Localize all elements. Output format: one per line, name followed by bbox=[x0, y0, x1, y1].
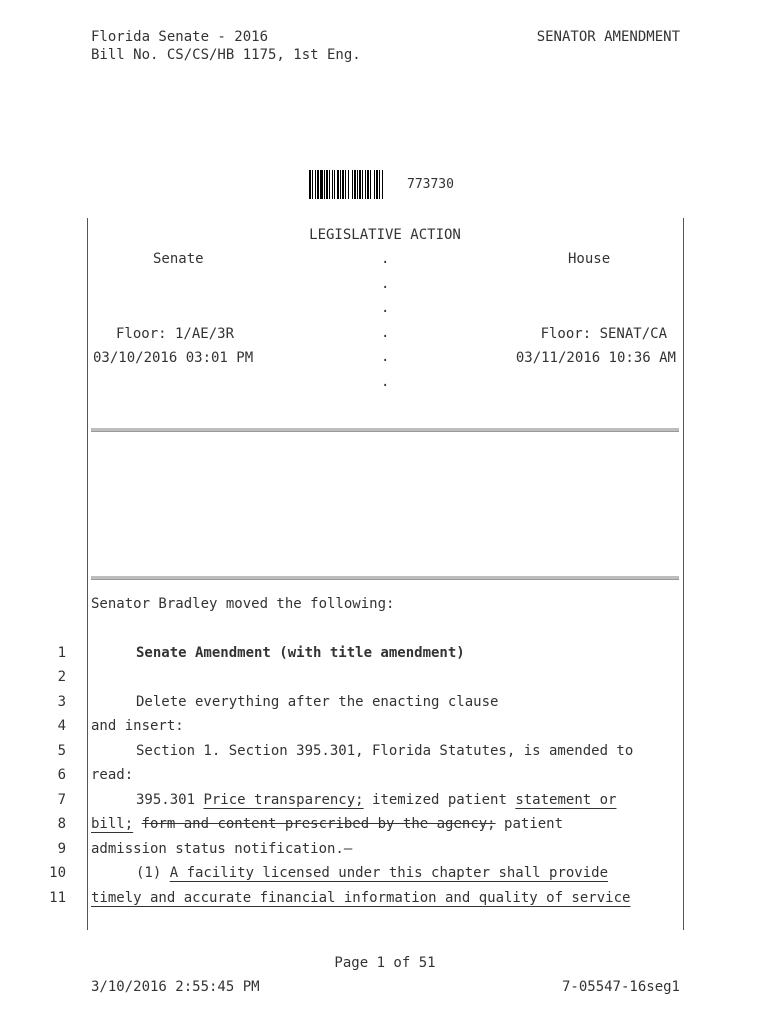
line-number: 1 bbox=[57, 645, 66, 661]
footer-timestamp: 3/10/2016 2:55:45 PM bbox=[91, 979, 260, 995]
senate-floor-status: Floor: 1/AE/3R bbox=[116, 326, 235, 342]
inserted-text: bill; bbox=[91, 816, 134, 832]
legislative-action-title: LEGISLATIVE ACTION bbox=[309, 227, 461, 243]
separator-dot: . bbox=[381, 349, 390, 365]
line-number: 11 bbox=[49, 890, 66, 906]
line-number: 7 bbox=[57, 792, 66, 808]
text-run: (1) bbox=[136, 865, 170, 881]
line-number: 8 bbox=[57, 816, 66, 832]
text-run bbox=[133, 816, 141, 832]
text-line: Delete everything after the enacting clause bbox=[136, 694, 499, 710]
footer-document-code: 7-05547-16seg1 bbox=[561, 979, 680, 995]
separator-dot: . bbox=[381, 374, 390, 390]
inserted-text: A facility licensed under this chapter shall provide bbox=[169, 865, 609, 881]
separator-dot: . bbox=[381, 325, 390, 341]
separator-dot: . bbox=[381, 276, 390, 292]
inserted-text: statement or bbox=[515, 792, 617, 808]
text-run: patient bbox=[495, 816, 564, 832]
text-run: 395.301 bbox=[136, 792, 204, 808]
line-number: 5 bbox=[57, 743, 66, 759]
barcode-number: 773730 bbox=[407, 177, 454, 192]
text-line bbox=[91, 817, 563, 831]
deleted-text: form and content prescribed by the agency; bbox=[141, 816, 496, 832]
separator-dot: . bbox=[381, 300, 390, 316]
text-line: Section 1. Section 395.301, Florida Statutes, is amended to bbox=[136, 743, 634, 759]
senate-label: Senate bbox=[153, 251, 204, 267]
line-number: 2 bbox=[57, 669, 66, 685]
line-number: 9 bbox=[57, 841, 66, 857]
line-number: 3 bbox=[57, 694, 66, 710]
inserted-text: Price transparency; bbox=[203, 792, 364, 808]
separator-dot: . bbox=[381, 251, 390, 267]
line-number: 6 bbox=[57, 767, 66, 783]
house-action-date: 03/11/2016 10:36 AM bbox=[515, 350, 676, 366]
header-bill-number: Bill No. CS/CS/HB 1175, 1st Eng. bbox=[91, 47, 361, 63]
text-run: itemized patient bbox=[363, 792, 516, 808]
text-line bbox=[136, 866, 608, 880]
text-line: read: bbox=[91, 767, 134, 783]
header-org: Florida Senate - 2016 bbox=[91, 29, 269, 45]
right-margin-rule bbox=[683, 218, 684, 930]
line-number: 4 bbox=[57, 718, 66, 734]
section-divider bbox=[91, 428, 679, 432]
amendment-intro: Senator Bradley moved the following: bbox=[91, 596, 395, 612]
text-line bbox=[136, 793, 616, 807]
header-doc-type: SENATOR AMENDMENT bbox=[536, 29, 680, 45]
barcode-bar bbox=[383, 170, 384, 199]
page-number: Page 1 of 51 bbox=[334, 955, 436, 971]
text-line: admission status notification.— bbox=[91, 841, 353, 857]
senate-action-date: 03/10/2016 03:01 PM bbox=[93, 350, 254, 366]
left-margin-rule bbox=[87, 218, 88, 930]
house-floor-status: Floor: SENAT/CA bbox=[540, 326, 667, 342]
inserted-text-line: timely and accurate financial information and quality of service bbox=[91, 890, 631, 906]
house-label: House bbox=[568, 251, 611, 267]
section-divider bbox=[91, 576, 679, 580]
amendment-heading: Senate Amendment (with title amendment) bbox=[136, 645, 465, 661]
text-line: and insert: bbox=[91, 718, 184, 734]
line-number: 10 bbox=[49, 865, 66, 881]
barcode-graphic bbox=[309, 170, 384, 199]
